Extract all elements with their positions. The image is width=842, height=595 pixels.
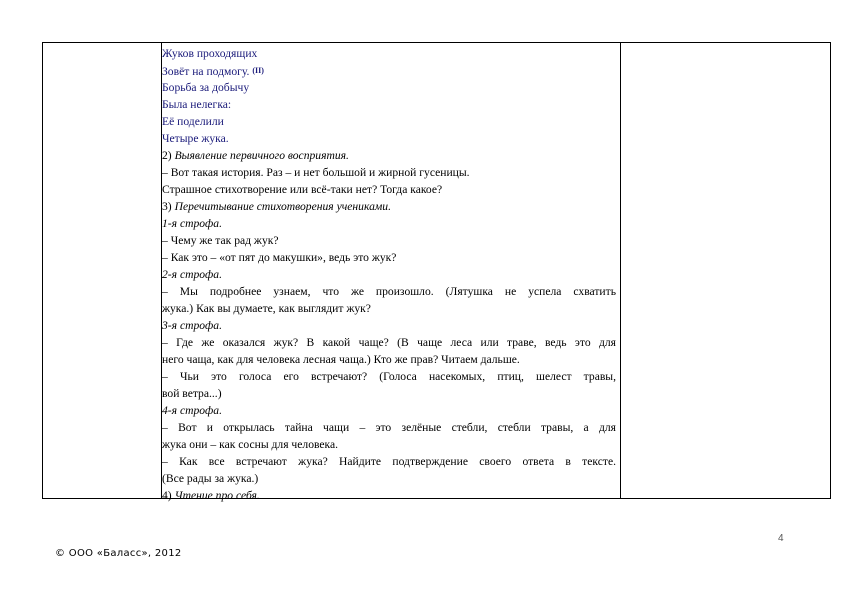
text-line: – Чему же так рад жук? [162,234,279,247]
text-line: жука.) Как вы думаете, как выглядит жук? [162,302,371,315]
lesson-table [42,42,831,502]
stanza-heading: 2-я строфа. [162,268,222,281]
section-heading: 2) Выявление первичного восприятия. [162,149,349,162]
stanza-heading: 4-я строфа. [162,404,222,417]
poem-line: Четыре жука. [162,132,229,145]
stanza-heading: 1-я строфа. [162,217,222,230]
text-line: вой ветра...) [162,387,222,400]
text-line: Страшное стихотворение или всё-таки нет? Тогда какое? [162,183,443,196]
text-line: – Как все встречают жука? Найдите подтверждение своего ответа в тексте. [162,455,616,468]
text-line: – Мы подробнее узнаем, что же произошло. (Лятушка не успела схватить [162,285,616,298]
copyright-footer: © ООО «Баласс», 2012 [55,548,182,559]
poem-mark: (II) [252,66,264,75]
text-line: (Все рады за жука.) [162,472,259,485]
text-line: – Где же оказался жук? В какой чаще? (В чаще леса или траве, ведь это для [162,336,616,349]
stanza-heading: 3-я строфа. [162,319,222,332]
text-line: жука они – как сосны для человека. [162,438,339,451]
text-line: – Вот и открылась тайна чащи – это зелёные стебли, стебли травы, а для [162,421,616,434]
poem-line: Борьба за добычу [162,81,250,94]
page-number: 4 [778,533,784,544]
text-line: него чаща, как для человека лесная чаща.) Кто же прав? Читаем дальше. [162,353,520,366]
lesson-content-cell [162,45,616,504]
text-line: – Чьи это голоса его встречают? (Голоса насекомых, птиц, шелест травы, [162,370,616,383]
text-line: – Как это – «от пят до макушки», ведь это жук? [162,251,397,264]
column-divider-right [620,43,621,498]
text-line: – Вот такая история. Раз – и нет большой и жирной гусеницы. [162,166,470,179]
poem-line: Жуков проходящих [162,47,258,60]
poem-line: Её поделили [162,115,224,128]
section-heading: 4) Чтение про себя. [162,489,260,502]
section-heading: 3) Перечитывание стихотворения учениками. [162,200,391,213]
poem-line: Была нелегка: [162,98,232,111]
poem-line: Зовёт на подмогу. $^{(II)}$ [162,65,264,78]
